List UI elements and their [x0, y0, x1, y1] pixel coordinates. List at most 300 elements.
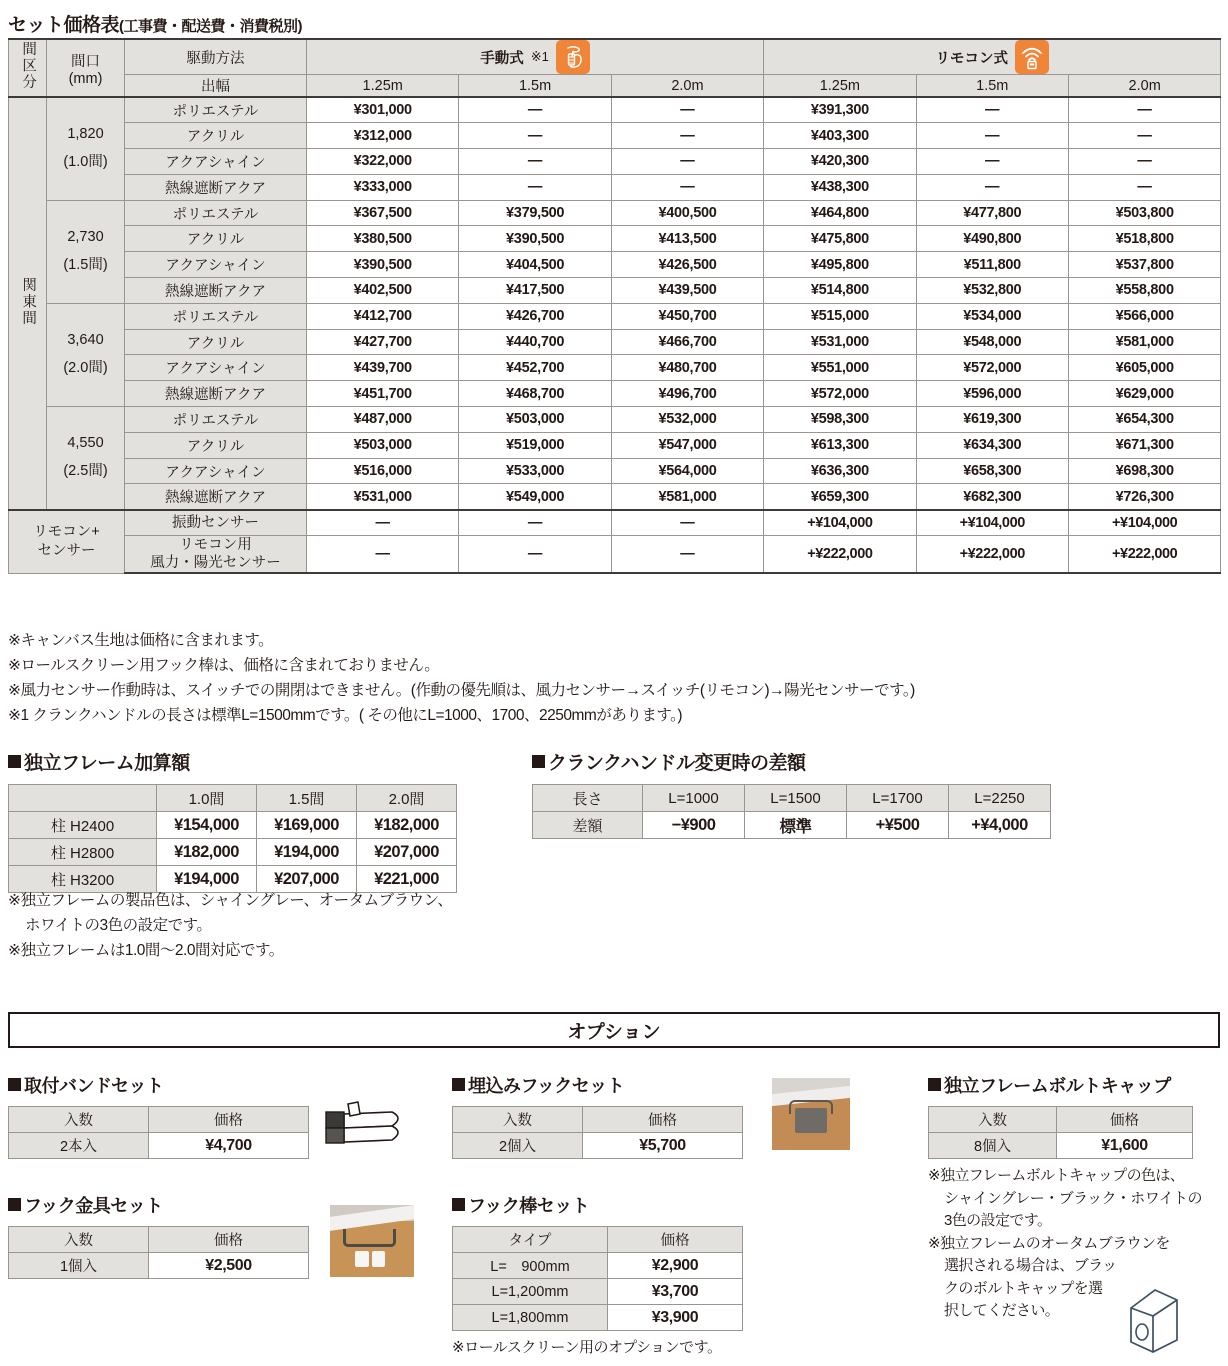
col-header-price: 価格 — [608, 1227, 743, 1253]
table-row — [9, 174, 1221, 200]
sensor-name — [125, 510, 307, 536]
table-row — [9, 329, 1221, 355]
price-cell-5: ¥558,800 — [1068, 278, 1220, 304]
sensor-price-cell-4: +¥104,000 — [916, 510, 1068, 536]
price-cell-5: ¥581,000 — [1068, 329, 1220, 355]
table-row — [9, 1253, 309, 1279]
table-row — [453, 1305, 743, 1331]
table-row — [9, 381, 1221, 407]
cell-price: ¥1,600 — [1057, 1133, 1193, 1159]
table-row — [453, 1279, 743, 1305]
price-cell-5: — — [1068, 149, 1220, 175]
material-label: ポリエステル — [125, 303, 307, 329]
sensor-price-cell-2: — — [611, 536, 763, 574]
option-banner — [8, 1012, 1220, 1048]
price-cell-1: ¥440,700 — [459, 329, 611, 355]
price-cell-5: ¥518,800 — [1068, 226, 1220, 252]
crank-handle-heading — [532, 748, 1051, 775]
price-cell-1: ¥533,000 — [459, 458, 611, 484]
frame-notes — [8, 888, 452, 963]
price-cell-3: ¥572,000 — [764, 381, 916, 407]
maguchi-cell — [47, 200, 125, 303]
price-cell-2: ¥413,500 — [611, 226, 763, 252]
option-mounting-band — [8, 1072, 309, 1159]
col-header-qty: 入数 — [9, 1107, 149, 1133]
maguchi-cell — [47, 407, 125, 510]
price-cell-0: ¥412,700 — [307, 303, 459, 329]
col-header-type: タイプ — [453, 1227, 608, 1253]
maguchi-size: 1,820 — [67, 126, 104, 143]
price-cell-1: — — [459, 123, 611, 149]
price-cell-2: ¥496,700 — [611, 381, 763, 407]
col-header-1: 1.0間 — [157, 785, 257, 812]
col-header-width-3: 1.25m — [764, 75, 916, 98]
cell-type: L=1,800mm — [453, 1305, 608, 1331]
col-header-price: 価格 — [1057, 1107, 1193, 1133]
bullet-square-icon — [8, 1198, 21, 1211]
price-cell-4: — — [916, 149, 1068, 175]
cell-price: ¥2,500 — [149, 1253, 309, 1279]
price-cell-1: ¥426,700 — [459, 303, 611, 329]
price-cell-1: ¥503,000 — [459, 407, 611, 433]
cap-note: 択してください。 — [944, 1302, 1060, 1319]
bullet-square-icon — [8, 1078, 21, 1091]
length-header-3: L=2250 — [949, 785, 1051, 812]
value-cell-0: ¥154,000 — [157, 812, 257, 839]
sensor-group-label-l1: リモコン+ — [33, 523, 100, 540]
price-cell-1: ¥379,500 — [459, 200, 611, 226]
table-row — [9, 149, 1221, 175]
price-cell-5: — — [1068, 123, 1220, 149]
table-row — [9, 1133, 309, 1159]
price-cell-5: ¥629,000 — [1068, 381, 1220, 407]
material-label: アクリル — [125, 123, 307, 149]
option-banner-label: オプション — [567, 1021, 661, 1043]
price-cell-2: — — [611, 174, 763, 200]
diff-cell-3: +¥4,000 — [949, 812, 1051, 839]
cell-price: ¥3,900 — [608, 1305, 743, 1331]
price-cell-2: ¥400,500 — [611, 200, 763, 226]
frame-note: ※独立フレームの製品色は、シャイングレー、オータムブラウン、 — [8, 892, 453, 909]
row-label: 柱 H2400 — [9, 812, 157, 839]
frame-surcharge-section — [8, 748, 457, 893]
price-cell-1: ¥549,000 — [459, 484, 611, 510]
price-cell-1: — — [459, 97, 611, 123]
sensor-name-l1: 振動センサー — [172, 514, 259, 531]
bullet-square-icon — [532, 755, 545, 768]
price-cell-5: — — [1068, 174, 1220, 200]
price-cell-4: ¥534,000 — [916, 303, 1068, 329]
price-cell-0: ¥451,700 — [307, 381, 459, 407]
col-header-maguchi — [47, 39, 125, 97]
value-cell-0: ¥194,000 — [157, 866, 257, 893]
price-cell-1: ¥468,700 — [459, 381, 611, 407]
value-cell-0: ¥182,000 — [157, 839, 257, 866]
price-cell-0: ¥390,500 — [307, 252, 459, 278]
cap-note: 選択される場合は、ブラッ — [944, 1257, 1117, 1274]
sensor-price-cell-3: +¥222,000 — [764, 536, 916, 574]
diff-cell-0: −¥900 — [643, 812, 745, 839]
option-cap-heading — [928, 1072, 1202, 1098]
material-label: 熱線遮断アクア — [125, 278, 307, 304]
table-header-row — [9, 785, 457, 812]
price-cell-1: ¥452,700 — [459, 355, 611, 381]
sensor-price-cell-3: +¥104,000 — [764, 510, 916, 536]
price-cell-3: ¥391,300 — [764, 97, 916, 123]
value-cell-1: ¥169,000 — [257, 812, 357, 839]
option-band-heading-text: 取付バンドセット — [24, 1076, 164, 1096]
price-cell-3: ¥551,000 — [764, 355, 916, 381]
table-row — [9, 812, 457, 839]
price-cell-3: ¥475,800 — [764, 226, 916, 252]
price-cell-5: ¥654,300 — [1068, 407, 1220, 433]
price-cell-3: ¥464,800 — [764, 200, 916, 226]
sensor-name-l2: 風力・陽光センサー — [150, 555, 281, 572]
bullet-square-icon — [8, 755, 21, 768]
price-cell-5: ¥537,800 — [1068, 252, 1220, 278]
price-cell-0: ¥333,000 — [307, 174, 459, 200]
price-cell-2: ¥547,000 — [611, 432, 763, 458]
price-cell-5: ¥605,000 — [1068, 355, 1220, 381]
crank-handle-table — [532, 784, 1051, 839]
price-cell-3: ¥514,800 — [764, 278, 916, 304]
option-band-heading — [8, 1072, 309, 1098]
sensor-group-label-l2: センサー — [37, 542, 96, 559]
group-header-manual-note: ※1 — [530, 49, 549, 64]
price-cell-4: ¥658,300 — [916, 458, 1068, 484]
table-row — [453, 1107, 743, 1133]
cap-note: ※独立フレームのオータムブラウンを — [928, 1234, 1170, 1252]
price-cell-0: ¥531,000 — [307, 484, 459, 510]
col-header-qty: 入数 — [9, 1227, 149, 1253]
diff-cell-2: +¥500 — [847, 812, 949, 839]
price-cell-0: ¥487,000 — [307, 407, 459, 433]
price-cell-4: ¥490,800 — [916, 226, 1068, 252]
cell-price: ¥5,700 — [583, 1133, 743, 1159]
frame-surcharge-heading — [8, 748, 457, 775]
price-cell-3: ¥636,300 — [764, 458, 916, 484]
cell-qty: 2本入 — [9, 1133, 149, 1159]
sensor-price-cell-5: +¥222,000 — [1068, 536, 1220, 574]
price-cell-0: ¥427,700 — [307, 329, 459, 355]
value-cell-2: ¥207,000 — [357, 839, 457, 866]
group-header-remote-label: リモコン式 — [935, 50, 1009, 67]
price-cell-2: ¥581,000 — [611, 484, 763, 510]
col-header-3: 2.0間 — [357, 785, 457, 812]
bullet-square-icon — [452, 1078, 465, 1091]
maguchi-size: 3,640 — [67, 332, 104, 349]
option-hookmetal-heading-text: フック金具セット — [24, 1196, 163, 1216]
option-embed-heading-text: 埋込みフックセット — [468, 1076, 625, 1096]
cell-type: L= 900mm — [453, 1253, 608, 1279]
price-cell-0: ¥301,000 — [307, 97, 459, 123]
sensor-price-cell-1: — — [459, 536, 611, 574]
sensor-name — [125, 536, 307, 574]
row-label-length: 長さ — [533, 785, 643, 812]
price-cell-3: ¥598,300 — [764, 407, 916, 433]
price-cell-0: ¥367,500 — [307, 200, 459, 226]
frame-note: ホワイトの3色の設定です。 — [25, 917, 212, 935]
col-header-price: 価格 — [583, 1107, 743, 1133]
table-row — [9, 407, 1221, 433]
price-cell-5: ¥698,300 — [1068, 458, 1220, 484]
price-cell-4: ¥532,800 — [916, 278, 1068, 304]
price-cell-1: ¥404,500 — [459, 252, 611, 278]
price-cell-0: ¥380,500 — [307, 226, 459, 252]
group-header-remote — [764, 39, 1221, 75]
group-header-manual-label: 手動式 — [480, 50, 524, 67]
remote-group-inner — [764, 40, 1220, 74]
option-hookmetal-table — [8, 1226, 309, 1279]
cap-note: クのボルトキャップを選 — [944, 1279, 1103, 1297]
sensor-name-l1: リモコン用 — [179, 537, 252, 554]
value-cell-2: ¥221,000 — [357, 866, 457, 893]
diff-cell-1: 標準 — [745, 812, 847, 839]
price-cell-3: ¥495,800 — [764, 252, 916, 278]
table-row — [9, 200, 1221, 226]
crank-handle-section — [532, 748, 1051, 839]
footnote: ※風力センサー作動時は、スイッチでの開閉はできません。(作動の優先順は、風力センサー→スイッチ(リモコン)→陽光センサーです。) — [8, 682, 915, 700]
table-header-row — [533, 785, 1051, 812]
maguchi-size: 4,550 — [67, 435, 104, 452]
table-row — [453, 1133, 743, 1159]
price-cell-1: ¥417,500 — [459, 278, 611, 304]
value-cell-1: ¥207,000 — [257, 866, 357, 893]
price-cell-5: ¥671,300 — [1068, 432, 1220, 458]
material-label: ポリエステル — [125, 97, 307, 123]
table-row — [9, 303, 1221, 329]
option-hookrod-heading — [452, 1192, 743, 1218]
material-label: 熱線遮断アクア — [125, 174, 307, 200]
option-hookrod-table — [452, 1226, 743, 1331]
cell-qty: 2個入 — [453, 1133, 583, 1159]
sensor-row — [9, 510, 1221, 536]
length-header-1: L=1500 — [745, 785, 847, 812]
price-cell-0: ¥402,500 — [307, 278, 459, 304]
manual-group-inner — [307, 40, 763, 74]
sensor-price-cell-5: +¥104,000 — [1068, 510, 1220, 536]
set-price-table — [8, 38, 1221, 574]
sensor-price-cell-1: — — [459, 510, 611, 536]
option-cap-heading-text: 独立フレームボルトキャップ — [944, 1076, 1171, 1096]
option-hookrod-heading-text: フック棒セット — [468, 1196, 590, 1216]
price-cell-3: ¥659,300 — [764, 484, 916, 510]
material-label: アクアシャイン — [125, 149, 307, 175]
maguchi-cell — [47, 97, 125, 200]
page-title-main: セット価格表 — [8, 15, 120, 36]
price-cell-5: ¥726,300 — [1068, 484, 1220, 510]
col-header-kubun — [9, 39, 47, 97]
maguchi-ken: (2.5間) — [63, 462, 108, 479]
maguchi-ken: (1.0間) — [63, 153, 108, 170]
maguchi-ken: (2.0間) — [63, 359, 108, 376]
material-label: アクアシャイン — [125, 252, 307, 278]
price-cell-3: ¥515,000 — [764, 303, 916, 329]
page-title — [8, 10, 302, 37]
cell-qty: 1個入 — [9, 1253, 149, 1279]
price-cell-2: ¥564,000 — [611, 458, 763, 484]
cell-price: ¥2,900 — [608, 1253, 743, 1279]
table-row — [453, 1253, 743, 1279]
row-label: 柱 H3200 — [9, 866, 157, 893]
price-cell-3: ¥613,300 — [764, 432, 916, 458]
mounting-band-icon — [318, 1098, 406, 1163]
wireless-remote-icon — [1015, 40, 1049, 74]
price-cell-4: ¥634,300 — [916, 432, 1068, 458]
option-embedded-hook — [452, 1072, 743, 1159]
price-cell-2: ¥426,500 — [611, 252, 763, 278]
table-row — [9, 355, 1221, 381]
col-header-maguchi-l1: 間口 — [71, 53, 100, 70]
price-cell-0: ¥439,700 — [307, 355, 459, 381]
table-row — [9, 484, 1221, 510]
hook-metal-photo — [330, 1205, 414, 1277]
sensor-price-cell-0: — — [307, 510, 459, 536]
frame-note: ※独立フレームは1.0間～2.0間対応です。 — [8, 942, 284, 960]
table-header-row-2 — [9, 75, 1221, 98]
table-row — [9, 97, 1221, 123]
material-label: アクアシャイン — [125, 458, 307, 484]
price-cell-1: — — [459, 149, 611, 175]
price-cell-3: ¥403,300 — [764, 123, 916, 149]
col-header-width-2: 2.0m — [611, 75, 763, 98]
main-footnotes — [8, 628, 915, 728]
price-cell-2: — — [611, 149, 763, 175]
row-label-diff: 差額 — [533, 812, 643, 839]
embedded-hook-photo — [772, 1078, 850, 1150]
bullet-square-icon — [452, 1198, 465, 1211]
group-header-manual — [307, 39, 764, 75]
bullet-square-icon — [928, 1078, 941, 1091]
table-row — [929, 1133, 1193, 1159]
material-label: 熱線遮断アクア — [125, 381, 307, 407]
cap-note: シャイングレー・ブラック・ホワイトの — [944, 1189, 1202, 1207]
price-cell-4: — — [916, 123, 1068, 149]
price-cell-4: ¥477,800 — [916, 200, 1068, 226]
col-header-width-0: 1.25m — [307, 75, 459, 98]
table-row — [9, 1107, 309, 1133]
price-cell-2: ¥466,700 — [611, 329, 763, 355]
col-header-price: 価格 — [149, 1227, 309, 1253]
price-cell-2: ¥532,000 — [611, 407, 763, 433]
price-cell-3: ¥531,000 — [764, 329, 916, 355]
maguchi-ken: (1.5間) — [63, 256, 108, 273]
col-header-width-1: 1.5m — [459, 75, 611, 98]
price-cell-2: — — [611, 97, 763, 123]
sensor-price-cell-4: +¥222,000 — [916, 536, 1068, 574]
region-label-cell — [9, 97, 47, 510]
price-cell-0: ¥503,000 — [307, 432, 459, 458]
material-label: アクリル — [125, 329, 307, 355]
price-cell-2: ¥480,700 — [611, 355, 763, 381]
frame-surcharge-heading-text: 独立フレーム加算額 — [24, 753, 190, 774]
price-cell-2: ¥450,700 — [611, 303, 763, 329]
table-row — [9, 278, 1221, 304]
col-header-qty: 入数 — [929, 1107, 1057, 1133]
option-hook-metal — [8, 1192, 309, 1279]
length-header-0: L=1000 — [643, 785, 745, 812]
table-row — [929, 1107, 1193, 1133]
cell-type: L=1,200mm — [453, 1279, 608, 1305]
bolt-cap-icon — [1125, 1282, 1197, 1363]
col-header-price: 価格 — [149, 1107, 309, 1133]
col-header-0 — [9, 785, 157, 812]
sensor-price-cell-0: — — [307, 536, 459, 574]
footnote: ※キャンバス生地は価格に含まれます。 — [8, 632, 274, 649]
footnote: ※ロールスクリーン用フック棒は、価格に含まれておりません。 — [8, 657, 440, 675]
material-label: ポリエステル — [125, 200, 307, 226]
sensor-group-label — [9, 510, 125, 574]
price-cell-5: ¥566,000 — [1068, 303, 1220, 329]
table-row — [9, 226, 1221, 252]
col-header-qty: 入数 — [453, 1107, 583, 1133]
table-row — [533, 812, 1051, 839]
material-label: アクリル — [125, 226, 307, 252]
price-cell-3: ¥438,300 — [764, 174, 916, 200]
price-cell-4: ¥572,000 — [916, 355, 1068, 381]
option-embed-table — [452, 1106, 743, 1159]
price-cell-0: ¥516,000 — [307, 458, 459, 484]
price-cell-5: — — [1068, 97, 1220, 123]
col-header-drive-method: 駆動方法 — [125, 39, 307, 75]
price-cell-4: ¥682,300 — [916, 484, 1068, 510]
price-cell-2: ¥439,500 — [611, 278, 763, 304]
sensor-price-cell-2: — — [611, 510, 763, 536]
length-header-2: L=1700 — [847, 785, 949, 812]
col-header-kubun-label: 間区分 — [20, 41, 37, 91]
price-cell-4: ¥511,800 — [916, 252, 1068, 278]
table-row — [9, 432, 1221, 458]
price-cell-1: ¥390,500 — [459, 226, 611, 252]
crank-handle-heading-text: クランクハンドル変更時の差額 — [548, 753, 806, 774]
table-row — [9, 839, 457, 866]
option-hookmetal-heading — [8, 1192, 309, 1218]
value-cell-2: ¥182,000 — [357, 812, 457, 839]
value-cell-1: ¥194,000 — [257, 839, 357, 866]
option-embed-heading — [452, 1072, 743, 1098]
maguchi-cell — [47, 303, 125, 406]
cap-note: ※独立フレームボルトキャップの色は、 — [928, 1167, 1185, 1184]
cell-qty: 8個入 — [929, 1133, 1057, 1159]
option-band-table — [8, 1106, 309, 1159]
col-header-width-4: 1.5m — [916, 75, 1068, 98]
cell-price: ¥4,700 — [149, 1133, 309, 1159]
table-row — [9, 123, 1221, 149]
price-cell-1: ¥519,000 — [459, 432, 611, 458]
price-cell-4: ¥596,000 — [916, 381, 1068, 407]
col-header-width-5: 2.0m — [1068, 75, 1220, 98]
price-cell-4: ¥548,000 — [916, 329, 1068, 355]
crank-handle-icon — [556, 40, 590, 74]
material-label: 熱線遮断アクア — [125, 484, 307, 510]
table-row — [9, 458, 1221, 484]
cell-price: ¥3,700 — [608, 1279, 743, 1305]
material-label: アクアシャイン — [125, 355, 307, 381]
table-header-row — [453, 1227, 743, 1253]
material-label: アクリル — [125, 432, 307, 458]
price-cell-0: ¥312,000 — [307, 123, 459, 149]
table-row — [9, 1227, 309, 1253]
price-cell-4: — — [916, 97, 1068, 123]
maguchi-size: 2,730 — [67, 229, 104, 246]
page-title-sub: (工事費・配送費・消費税別) — [119, 18, 303, 35]
option-hookrod-note: ※ロールスクリーン用のオプションです。 — [452, 1339, 722, 1356]
col-header-maguchi-l2: (mm) — [68, 70, 103, 87]
price-cell-2: — — [611, 123, 763, 149]
material-label: ポリエステル — [125, 407, 307, 433]
price-cell-4: ¥619,300 — [916, 407, 1068, 433]
option-hook-rod — [452, 1192, 743, 1357]
